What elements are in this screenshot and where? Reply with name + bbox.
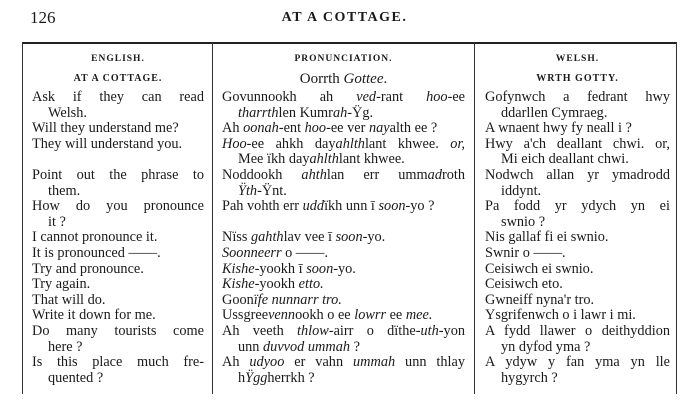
welsh-line: iddynt. [501,182,542,199]
text-segment: alth ee ? [389,120,438,137]
english-line: Do many tourists come [32,322,204,339]
text-segment: tharrth [238,104,279,121]
column-rule [212,42,213,394]
pronunciation-line [222,262,465,278]
text-segment: Ÿth [238,182,258,199]
text-segment: unn [238,338,264,355]
text-segment: lan err umm [326,166,428,183]
english-line: it ? [48,213,66,230]
blank-line [222,215,465,231]
welsh-line: Gwneiff nyna'r tro. [485,291,595,308]
text-segment: h [238,369,246,386]
text-segment: Noddookh [222,166,302,183]
text-segment: Oorrth [299,71,344,87]
column-rule [22,42,23,394]
text-segment: ummah [353,354,396,371]
text-segment: hoo [304,120,327,137]
text-segment: oonah [243,120,279,137]
text-segment: herrkh ? [267,369,315,386]
pronunciation-line [222,199,465,215]
pronunciation-line [222,308,465,324]
welsh-line: A fydd llawer o deithyddion [485,322,670,339]
text-segment: lant khwee. [364,135,451,152]
text-segment: ah [332,104,348,121]
welsh-line: hygyrch ? [501,369,558,386]
english-line: Welsh. [48,104,87,121]
page-number: 126 [30,8,56,27]
text-segment: Goon [222,291,254,308]
text-segment: ved [356,89,377,105]
column-header-english: ENGLISH. [91,54,145,64]
text-segment: Ÿgg [245,369,268,386]
welsh-line: yn dyfod yma ? [501,338,591,355]
text-segment: unn thlay [395,354,465,371]
text-segment: Gottee [343,71,384,87]
text-segment: -ent [278,120,305,137]
section-title-pronunciation [222,68,465,90]
text-segment: gahth [251,229,284,246]
text-segment: -ee ahkh day [246,135,336,152]
text-segment: ahlth [335,135,365,152]
text-segment: -ee ver [326,120,369,137]
pronunciation-line [222,152,465,168]
text-segment: udyoo [249,354,285,371]
english-line: Try again. [32,276,91,293]
text-segment: ad [427,166,442,183]
pronunciation-line [222,293,465,309]
welsh-line: ddarllen Cymraeg. [501,104,608,121]
pronunciation-line [222,168,465,184]
pronunciation-line [222,137,465,153]
text-segment: Kishe [222,276,255,293]
text-segment: -yo. [333,260,356,277]
text-segment: venn [268,307,296,324]
welsh-line: Ceisiwch ei swnio. [485,260,594,277]
text-segment: Hoo [222,135,247,152]
text-segment: roth [441,166,465,183]
text-segment: . [383,71,388,87]
text-segment: Nïss [222,229,251,246]
text-segment: lowrr [354,307,387,324]
text-segment: ahth [301,166,327,183]
text-segment: thlow [297,322,329,339]
text-segment: duvvod ummah [263,338,350,355]
pronunciation-line [222,121,465,137]
welsh-line: A wnaent hwy fy neall i ? [485,120,632,137]
pronunciation-line [222,277,465,293]
pronunciation-line [222,184,465,200]
pronunciation-entries [222,90,465,386]
text-segment: -Ÿnt. [257,182,287,199]
text-segment: Pah vohth err [222,198,303,215]
english-line: How do you pronounce [32,198,204,215]
text-segment: -ee [447,89,466,105]
text-segment: Ah veeth [222,322,298,339]
text-segment: lant khwee. [338,151,405,168]
text-segment: soon [335,229,363,246]
welsh-line: Nis gallaf fi ei swnio. [485,229,609,246]
column-rule [676,42,677,394]
text-segment: ïfe nunnarr tro. [253,291,342,308]
text-segment: Govunnookh ah [222,89,357,105]
welsh-line: Swnir o ——. [485,244,566,261]
text-segment: hoo [426,89,448,105]
pronunciation-line [222,340,465,356]
running-title: AT A COTTAGE. [281,10,408,25]
text-segment: lav vee ī [283,229,336,246]
english-line: Point out the phrase to [32,166,204,183]
column-rule [474,42,475,394]
pronunciation-line [222,90,465,106]
blank-line [32,152,204,168]
english-line: Will they understand me? [32,120,179,137]
english-line: I cannot pronounce it. [32,229,158,246]
english-line: here ? [48,338,83,355]
text-segment: er vahn [284,354,354,371]
text-segment: -yon [438,322,465,339]
text-segment: ïkh unn ī [324,198,379,215]
column-header-pronunciation: PRONUNCIATION. [294,54,393,64]
text-segment: -yo ? [405,198,435,215]
welsh-line: Ceisiwch eto. [485,276,563,293]
pronunciation-line [222,371,465,387]
text-segment: soon [306,260,334,277]
welsh-line: swnio ? [501,213,546,230]
english-line: That will do. [32,291,106,308]
text-segment: len Kumr [278,104,333,121]
welsh-column [485,50,670,386]
pronunciation-line [222,230,465,246]
pronunciation-column [222,50,465,386]
english-line: Ask if they can read [32,89,204,105]
english-entries [32,90,204,386]
column-header-welsh: WELSH. [555,54,600,64]
welsh-line: Mi eich deallant chwi. [501,151,629,168]
english-line: Write it down for me. [32,307,156,324]
pronunciation-line [222,246,465,262]
welsh-line: Hwy a'ch deallant chwi. or, [485,135,670,152]
text-segment: Ussgree [222,307,269,324]
welsh-line: Nodwch allan yr ymadrodd [485,166,670,183]
text-segment: uth [420,322,439,339]
english-line: quented ? [48,369,104,386]
text-segment: nay [368,120,390,137]
english-line: It is pronounced ——. [32,244,161,261]
text-segment: etto. [298,276,324,293]
text-segment: or, [450,135,465,152]
welsh-line: A ydyw y fan yma yn lle [485,354,670,371]
welsh-line: Pa fodd yr ydych yn ei [485,198,670,215]
english-line: Is this place much fre- [32,354,204,371]
text-segment: -Ÿg. [347,104,374,121]
english-column [32,50,204,386]
text-segment: -yookh ī [254,260,307,277]
english-line: them. [48,182,81,199]
text-segment: -rant [376,89,427,105]
text-segment: -airr o dïthe- [328,322,421,339]
text-segment: soon [378,198,406,215]
text-segment: -yo. [362,229,386,246]
welsh-line: Gofynwch a fedrant hwy [485,89,670,105]
text-segment: Kishe [222,260,255,277]
pronunciation-line [222,324,465,340]
text-segment: ookh o ee [295,307,355,324]
text-segment: ahlth [309,151,339,168]
english-line: They will understand you. [32,135,183,152]
text-segment: -yookh [254,276,299,293]
text-segment: ? [350,338,360,355]
text-segment: ee [386,307,406,324]
pronunciation-line [222,106,465,122]
text-segment: Ah [222,354,250,371]
section-title-welsh: WRTH GOTTY. [536,73,619,84]
section-title-english: AT A COTTAGE. [73,73,163,84]
text-segment: Mee ïkh day [238,151,310,168]
text-segment: o ——. [281,244,329,261]
text-segment: Ah [222,120,244,137]
text-segment: udd [302,198,325,215]
english-line: Try and pronounce. [32,260,144,277]
text-segment: Soonneerr [222,244,282,261]
pronunciation-line [222,355,465,371]
welsh-line: Ysgrifenwch o i lawr i mi. [485,307,636,324]
text-segment: mee. [405,307,433,324]
welsh-entries [485,90,670,386]
